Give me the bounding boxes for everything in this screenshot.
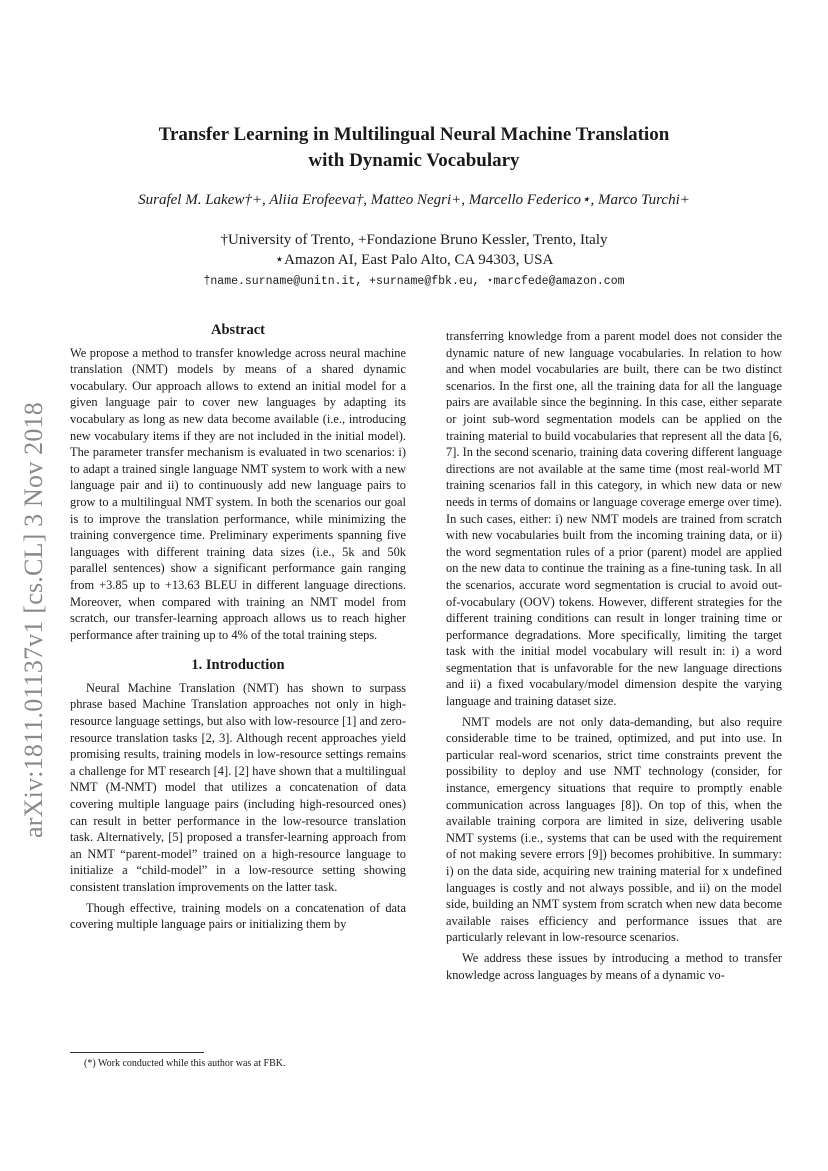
abstract-text: We propose a method to transfer knowledge across neural machine translation (NMT) models by means of a shared dynamic vocabulary. Our approach allows to extend an initial model for a given language pair to cover new languages by adapting its vocabulary as long as new data become available (i.e., introducing new vocabulary items if they are not included in the initial model). The parameter transfer mechanism is evaluated in two scenarios: i) to adapt a trained single language NMT system to work with a new language pair and ii) to continuously add new language pairs to grow to a multilingual NMT system. In both the scenarios our goal is to improve the translation performance, while minimizing the training convergence time. Preliminary experiments spanning five languages with different training data sizes (i.e., 5k and 50k parallel sentences) show a significant performance gain ranging from +3.85 up to +13.63 BLEU in different language directions. Moreover, when compared with training an NMT model from scratch, our transfer-learning approach allows us to reach higher performance after training up to 4% of the total training steps. — [70, 345, 406, 642]
intro-paragraph-1: Neural Machine Translation (NMT) has shown to surpass phrase based Machine Translation approaches not only in high-resource language settings, but also with low-resource [1] and zero-resource translation tasks [2, 3]. Although recent approaches yield promising results, training models in low-resource settings remains a challenge for MT research [4]. [2] have shown that a multilingual NMT (M-NMT) model that utilizes a concatenation of data covering multiple language pairs (including high-resourced ones) can result in better performance in the low-resource translation task. Alternatively, [5] proposed a transfer-learning approach from an NMT “parent-model” trained on a high-resource language to initialize a “child-model” in a low-resource setting showing consistent translation improvements on the latter task. — [70, 680, 406, 894]
body-paragraph-1: transferring knowledge from a parent model does not consider the dynamic nature of new language vocabularies. In relation to how and when model vocabularies are built, there can be two distinct scenarios. In the first one, all the training data for all the language pairs are available since the beginning. In this case, either separate or joint sub-word segmentation models can be applied on the training material to build vocabularies that represent all the data [6, 7]. In the second scenario, training data covering different language directions are not available at the same time (most real-world MT training scenarios fall in this category, in which new data or new needs in terms of domains or language coverage emerge over time). In such cases, either: i) new NMT models are trained from scratch with new vocabularies built from the incoming training data, or ii) the word segmentation rules of a prior (parent) model are applied on the new data to continue the training as a fine-tuning task. In all the scenarios, accurate word segmentation is crucial to avoid out-of-vocabulary (OOV) tokens. However, different strategies for the different training conditions can result in longer training time or performance degradations. More specifically, limiting the target task with the initial model vocabulary will result in: i) a word segmentation that is unfavorable for the new language directions and ii) a fixed vocabulary/model dimension despite the varying language and training dataset size. — [446, 329, 782, 709]
arxiv-identifier: arXiv:1811.01137v1 [cs.CL] 3 Nov 2018 — [19, 402, 48, 838]
introduction-heading: 1. Introduction — [191, 657, 285, 674]
footnote: (*) Work conducted while this author was at FBK. — [84, 1058, 286, 1069]
left-column — [70, 322, 406, 933]
paper-title — [0, 122, 828, 174]
footnote-rule — [70, 1052, 204, 1053]
affiliation-line-2: ⋆Amazon AI, East Palo Alto, CA 94303, USA — [274, 252, 554, 268]
author-list: Surafel M. Lakew†+, Aliia Erofeeva†, Matteo Negri+, Marcello Federico⋆, Marco Turchi+ — [138, 192, 690, 208]
intro-paragraph-2: Though effective, training models on a concatenation of data covering multiple language pairs or initializing them by — [70, 900, 406, 932]
body-paragraph-2: NMT models are not only data-demanding, but also require considerable time to be trained, optimized, and put into use. In particular real-word scenarios, strict time constraints prevent the possibility to deploy and use NMT technology (consider, for instance, emergency situations that require to promptly enable communication across languages [8]). On top of this, when the available training corpora are limited in size, delivering usable NMT systems (i.e., systems that can be used with the requirement of not making severe errors [9]) becomes prohibitive. In summary: i) on the data side, acquiring new training material for x undefined languages is costly and not always possible, and ii) on the model side, building an NMT system from scratch when new data become available raises efficiency and performance issues that are particularly relevant in low-resource scenarios. — [446, 714, 782, 945]
abstract-heading: Abstract — [211, 322, 265, 338]
title-line-1: Transfer Learning in Multilingual Neural Machine Translation — [158, 124, 670, 145]
affiliations — [0, 230, 828, 270]
arxiv-stamp — [14, 360, 54, 880]
right-column — [446, 328, 782, 983]
title-line-2: with Dynamic Vocabulary — [308, 150, 520, 171]
affiliation-line-1: †University of Trento, +Fondazione Bruno Kessler, Trento, Italy — [220, 232, 608, 248]
body-paragraph-3: We address these issues by introducing a method to transfer knowledge across languages by means of a dynamic vo- — [446, 950, 782, 982]
author-emails: †name.surname@unitn.it, +surname@fbk.eu, ⋆marcfede@amazon.com — [203, 275, 625, 288]
